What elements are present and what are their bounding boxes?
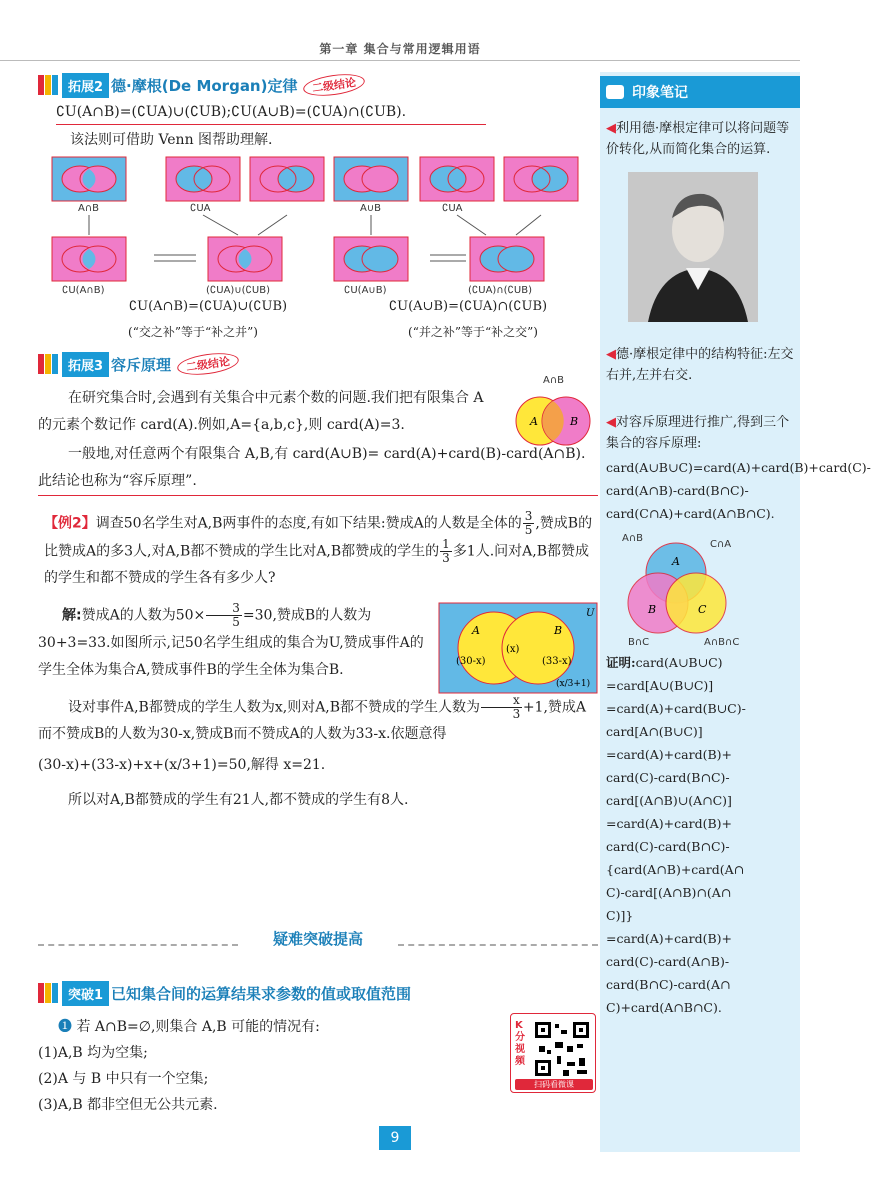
three-set-formula: card(A∪B∪C)=card(A)+card(B)+card(C)-card(A∩B)-card(B∩C)-card(C∩A)+card(A∩B∩C). (606, 460, 871, 521)
proof-line: =card(A)+card(B)+ (606, 816, 733, 831)
proof-line: =card(A)+card(B∪C)- (606, 701, 746, 716)
frac-3-5 (523, 510, 535, 537)
proof-line: =card(A)+card(B)+ (606, 931, 733, 946)
law2 (368, 299, 568, 314)
item-text: 若 A∩B=∅,则集合 A,B 可能的情况有: (76, 1019, 320, 1035)
breakthrough-title: 已知集合间的运算结果求参数的值或取值范围 (111, 984, 412, 1003)
ext3-tag: 拓展3 (62, 352, 109, 377)
proof-line: C)+card(A∩B∩C). (606, 1000, 722, 1015)
frac-den: 3 (512, 706, 521, 721)
ext3-body (38, 375, 598, 496)
tv-b-and-c: B∩C (628, 637, 650, 648)
venn-cu-b (250, 157, 324, 201)
frac-num: 3 (206, 602, 242, 616)
cap-cu-a-and-b: ∁U(A∩B) (62, 285, 105, 296)
item-number: ❶ (58, 1019, 72, 1035)
solution-part2 (38, 694, 598, 749)
ext3-p1: 在研究集合时,会遇到有关集合中元素个数的问题.我们把有限集合 A 的元素个数记作 card(A).例如,A={a,b,c},则 card(A)=3. (38, 390, 484, 433)
ext2-stamp: 二级结论 (302, 71, 366, 99)
frac-3-5-b (206, 602, 242, 629)
page-number: 9 (379, 1126, 411, 1150)
sidebar-note-2: ◀德·摩根定律中的结构特征:左交右并,左并右交. (606, 347, 794, 383)
qr-caption: 扫码看微课 (515, 1079, 593, 1090)
cap-cu-a-2: ∁UA (442, 203, 463, 214)
sidebar-note-3: ◀对容斥原理进行推广,得到三个集合的容斥原理: (606, 415, 790, 451)
frac-1-3 (440, 538, 452, 565)
venn-a-or-b (334, 157, 408, 201)
solution-equation: (30-x)+(33-x)+x+(x/3+1)=50,解得 x=21. (38, 757, 326, 773)
frac-den: 3 (442, 550, 450, 565)
ex2-venn-rb: (33-x) (542, 656, 572, 667)
venn-a-and-b (52, 157, 126, 201)
notebook-icon (606, 85, 624, 99)
books-icon (38, 983, 58, 1003)
law1 (108, 299, 308, 314)
header-rule (0, 60, 800, 61)
ex2-venn-ra: (30-x) (456, 656, 486, 667)
ext2-note: 该法则可借助 Venn 图帮助理解. (70, 132, 273, 148)
ext2-title: 德·摩根(De Morgan)定律 (111, 76, 298, 95)
qr-code-card[interactable] (510, 1013, 596, 1093)
demorgan-venn-figures (38, 153, 598, 323)
banner-title: 疑难突破提高 (263, 928, 373, 949)
law-notes (38, 323, 598, 345)
example2-solution (38, 602, 598, 814)
ex2-venn-rc: (x/3+1) (556, 679, 591, 689)
qr-code-icon (533, 1020, 591, 1078)
ex2-venn-a: A (472, 624, 480, 637)
venn-cu-a-and-b (52, 237, 126, 281)
qr-label: K分视频 (515, 1020, 525, 1067)
cap-a-or-b: A∪B (360, 203, 382, 214)
example2-venn (438, 602, 598, 694)
ext3-venn (508, 385, 598, 451)
sidebar-note-1: ◀利用德·摩根定律可以将问题等价转化,从而简化集合的运算. (606, 121, 790, 157)
proof-line: card(B∩C)-card(A∩ (606, 977, 731, 992)
note-3-text: 对容斥原理进行推广,得到三个集合的容斥原理: (606, 415, 790, 451)
proof-line: C)-card[(A∩B)∩(A∩ (606, 885, 732, 900)
proof-line: card[(A∩B)∪(A∩C)] (606, 793, 732, 808)
solution-s1: 赞成A的人数为50× (81, 607, 206, 624)
ext3-stamp: 二级结论 (176, 350, 240, 378)
cap-a-and-b: A∩B (78, 203, 100, 214)
ex2-venn-b: B (554, 624, 563, 637)
proof-line: card(C)-card(A∩B)- (606, 954, 730, 969)
proof-line: =card[A∪(B∪C)] (606, 678, 714, 693)
case-3: (3)A,B 都非空但无公共元素. (38, 1097, 218, 1113)
ext2-tag: 拓展2 (62, 73, 109, 98)
cap-cu-a: ∁UA (190, 203, 211, 214)
proof-line: card(C)-card(B∩C)- (606, 839, 730, 854)
venn-cu-a-or-b (334, 237, 408, 281)
ext3-venn-b: B (570, 415, 579, 428)
solution-s1b: =30,赞成B的人数为30+3=33.如图所示,记50名学生组成的集合为U,赞成事件A的学生全体为集合A,赞成事件B的学生全体为集合B. (38, 607, 424, 678)
cap-cu-a-or-b: ∁U(A∪B) (344, 285, 387, 296)
notes-sidebar (600, 72, 871, 1152)
ex2-venn-rm: (x) (506, 644, 520, 655)
sidebar-title-bar (600, 76, 800, 108)
main-column (38, 72, 598, 814)
example2-label: 【例2】 (44, 515, 96, 532)
tv-a: A (672, 555, 680, 568)
frac-den: 5 (232, 615, 240, 629)
example2-q1: 调查50名学生对A,B两事件的态度,有如下结果:赞成A的人数是全体的 (95, 515, 522, 532)
note-1-text: 利用德·摩根定律可以将问题等价转化,从而简化集合的运算. (606, 121, 790, 157)
solution-answer: 所以对A,B都赞成的学生有21人,都不赞成的学生有8人. (68, 792, 409, 808)
breakthrough-heading (38, 980, 598, 1006)
ext3-venn-label: A∩B (543, 375, 565, 386)
cap-cua-or-cub: (∁UA)∪(∁UB) (206, 285, 270, 296)
venn-cu-a-2 (420, 157, 494, 201)
proof-first-line: card(A∪B∪C) (635, 655, 723, 670)
case-1: (1)A,B 均为空集; (38, 1045, 148, 1061)
ext3-title: 容斥原理 (111, 355, 172, 374)
cap-cua-and-cub: (∁UA)∩(∁UB) (468, 285, 532, 296)
ex2-venn-u: U (586, 608, 595, 619)
portrait-image (628, 172, 758, 322)
example2-q3: 多1人.问对A,B都赞成的学生和都不赞成的学生各有多少人? (44, 543, 590, 586)
proof-line: =card(A)+card(B)+ (606, 747, 733, 762)
law2-note: (“并之补”等于“补之交”) (408, 325, 538, 339)
case-2: (2)A 与 B 中只有一个空集; (38, 1071, 209, 1087)
books-icon (38, 75, 58, 95)
tv-c-and-a: C∩A (710, 539, 732, 550)
venn-cu-b-2 (504, 157, 578, 201)
ext2-heading (38, 72, 598, 98)
frac-den: 5 (524, 523, 533, 537)
solution-s2: 设对事件A,B都赞成的学生人数为x,则对A,B都不赞成的学生人数为 (68, 699, 481, 715)
proof-line: card(C)-card(B∩C)- (606, 770, 730, 785)
de-morgan-portrait (628, 172, 758, 322)
sidebar-title: 印象笔记 (632, 85, 688, 101)
law1-note: (“交之补”等于“补之并”) (128, 325, 258, 339)
tv-a-b-c: A∩B∩C (704, 637, 740, 648)
proof-block (600, 651, 800, 1019)
demorgan-venn-svg (38, 153, 598, 323)
books-icon (38, 354, 58, 374)
breakthrough-tag: 突破1 (62, 981, 109, 1006)
tv-a-and-b: A∩B (622, 533, 644, 544)
proof-line: card[A∩(B∪C)] (606, 724, 703, 739)
solution-part1 (38, 602, 434, 684)
frac-x-3 (481, 694, 522, 721)
venn-cu-a (166, 157, 240, 201)
ext3-venn-a: A (530, 415, 538, 428)
solution-label: 解: (62, 607, 82, 624)
frac-num: 3 (524, 509, 533, 523)
proof-label: 证明: (606, 655, 636, 670)
ext3-p2: 一般地,对任意两个有限集合 A,B,有 card(A∪B)= card(A)+card(B)-card(A∩B).此结论也称为“容斥原理”. (38, 441, 598, 496)
venn-cua-or-cub (208, 237, 282, 281)
three-set-venn (600, 525, 800, 651)
ext3-heading (38, 351, 598, 377)
frac-num: x (481, 694, 522, 708)
venn-cua-and-cub (470, 237, 544, 281)
section-banner (38, 928, 598, 960)
example2-q2: ,赞成B的比赞成A的多3人,对A,B都不赞成的学生比对A,B都赞成的学生的 (44, 515, 593, 559)
proof-line: C)]} (606, 908, 634, 923)
tv-b: B (648, 603, 657, 616)
law2-formula: ∁U(A∪B)=(∁UA)∩(∁UB) (388, 299, 548, 314)
tv-c: C (698, 603, 707, 616)
note-2-text: 德·摩根定律中的结构特征:左交右并,左并右交. (606, 347, 794, 383)
running-header: 第一章 集合与常用逻辑用语 (319, 42, 481, 56)
demorgan-formula: ∁U(A∩B)=(∁UA)∪(∁UB);∁U(A∪B)=(∁UA)∩(∁UB). (56, 104, 486, 125)
law1-formula: ∁U(A∩B)=(∁UA)∪(∁UB) (128, 299, 288, 314)
solution-s2b: +1,赞成A而不赞成B的人数为30-x,赞成B而不赞成A的人数为33-x.依题意得 (38, 699, 587, 742)
example2-question (38, 510, 598, 592)
frac-num: 1 (442, 536, 450, 551)
proof-line: {card(A∩B)+card(A∩ (606, 862, 745, 877)
